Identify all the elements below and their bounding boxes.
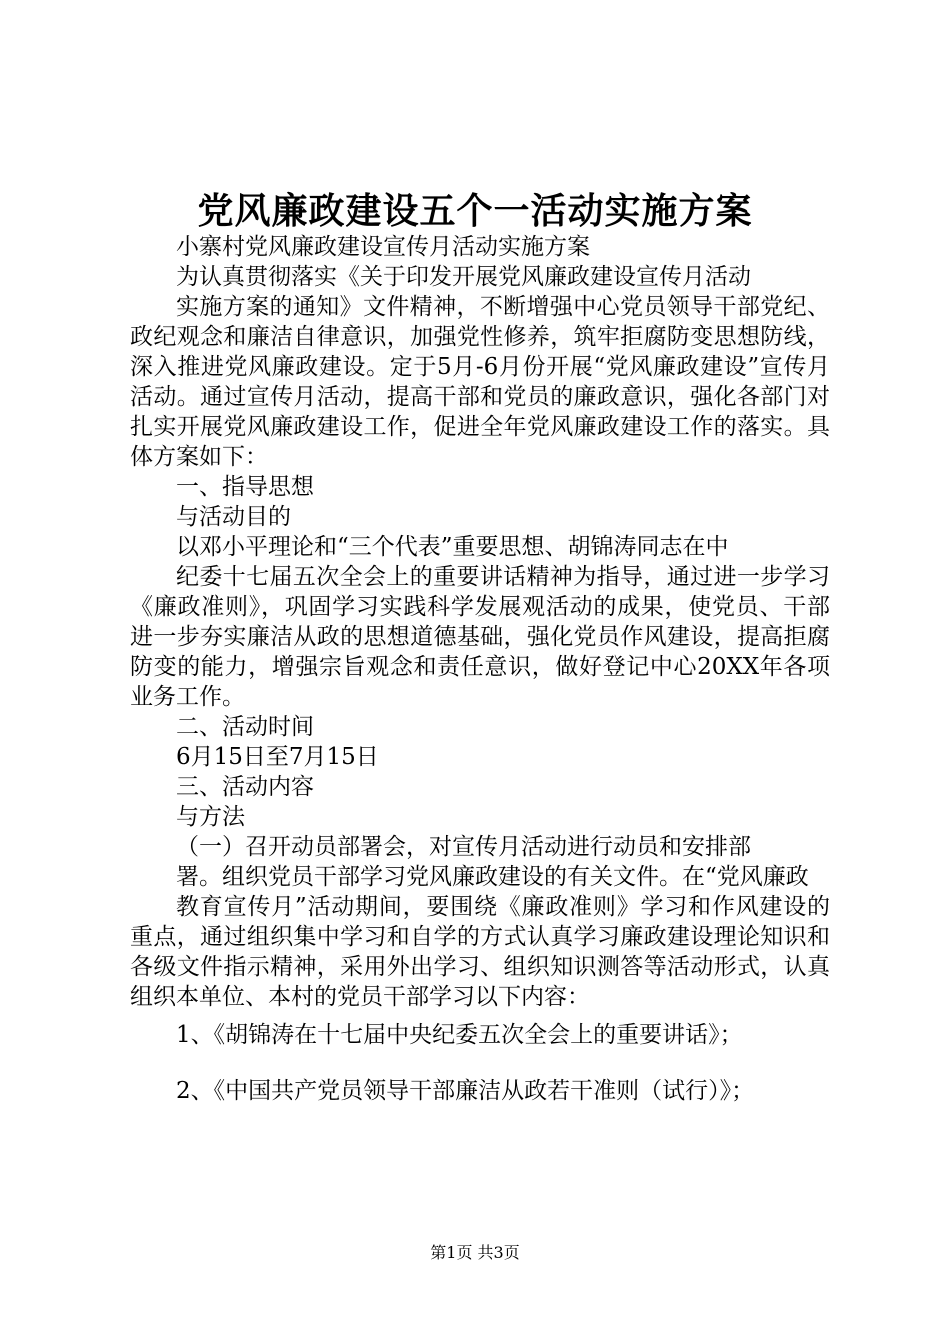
paragraph: 纪委十七届五次全会上的重要讲话精神为指导，通过进一步学习《廉政准则》，巩固学习实践科学发展观活动的成果，使党员、干部进一步夯实廉洁从政的思想道德基础，强化党员作风建设，提高拒腐防变的能力，增强宗旨观念和责任意识，做好登记中心20XX年各项业务工作。 [130,564,830,710]
section-heading: 二、活动时间 [176,714,314,740]
list-item: 1、《胡锦涛在十七届中央纪委五次全会上的重要讲话》； [176,1022,743,1048]
paragraph: 实施方案的通知》文件精神，不断增强中心党员领导干部党纪、政纪观念和廉洁自律意识，加强党性修养，筑牢拒腐防变思想防线，深入推进党风廉政建设。定于5月-6月份开展“党风廉政建设”宣传月活动。通过宣传月活动，提高干部和党员的廉政意识，强化各部门对扎实开展党风廉政建设工作，促进全年党风廉政建设工作的落实。具体方案如下： [130,294,830,470]
section-heading: 一、指导思想 [176,474,314,500]
page-number: 第1页 共3页 [430,1243,520,1262]
paragraph: （一）召开动员部署会，对宣传月活动进行动员和安排部 [176,834,751,860]
document-title: 党风廉政建设五个一活动实施方案 [197,190,753,232]
paragraph: 小寨村党风廉政建设宣传月活动实施方案 [176,234,590,260]
section-heading: 与方法 [176,804,245,830]
paragraph: 为认真贯彻落实《关于印发开展党风廉政建设宣传月活动 [176,264,751,290]
paragraph: 教育宣传月”活动期间，要围绕《廉政准则》学习和作风建设的重点，通过组织集中学习和自学的方式认真学习廉政建设理论知识和各级文件指示精神，采用外出学习、组织知识测答等活动形式，认真组织本单位、本村的党员干部学习以下内容： [130,894,830,1010]
list-item: 2、《中国共产党员领导干部廉洁从政若干准则（试行）》； [176,1078,755,1104]
section-heading: 三、活动内容 [176,774,314,800]
section-heading: 与活动目的 [176,504,291,530]
paragraph: 署。组织党员干部学习党风廉政建设的有关文件。在“党风廉政 [176,864,809,890]
paragraph: 6月15日至7月15日 [176,744,379,770]
paragraph: 以邓小平理论和“三个代表”重要思想、胡锦涛同志在中 [176,534,729,560]
document-body [130,232,830,1106]
